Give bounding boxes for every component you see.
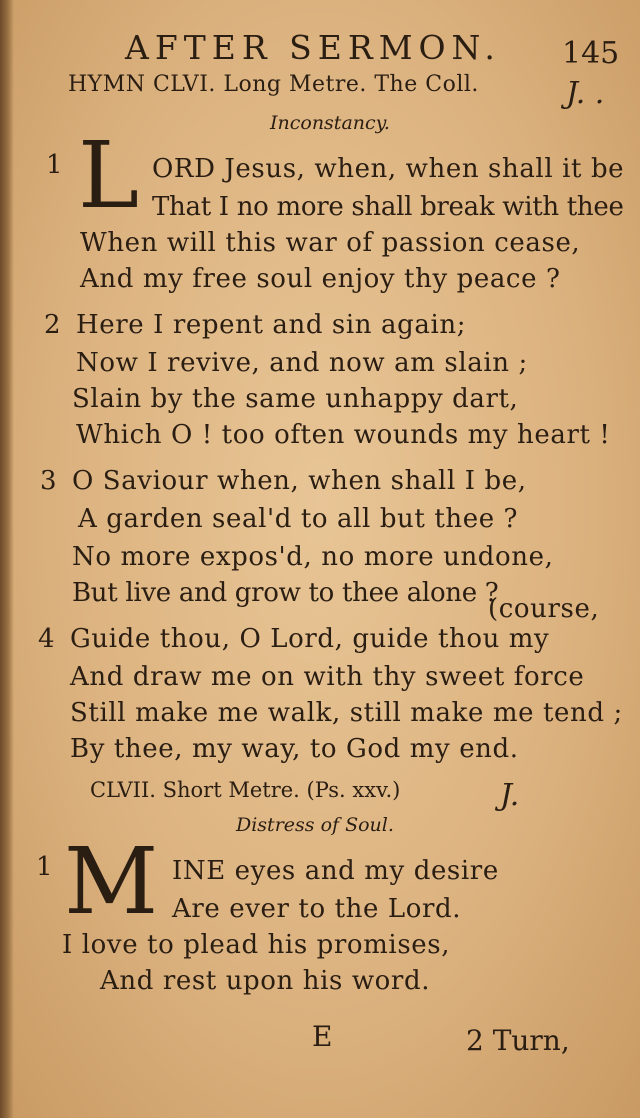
verse-line: Still make me walk, still make me tend ; (70, 698, 623, 728)
verse-number: 1 (36, 852, 53, 882)
verse-line: And draw me on with thy sweet force (70, 662, 585, 692)
verse-line: Guide thou, O Lord, guide thou my (70, 624, 550, 654)
hymn-156-mark: J. . (566, 76, 605, 111)
verse-line: Are ever to the Lord. (172, 894, 462, 924)
verse-line: Now I revive, and now am slain ; (76, 348, 528, 378)
catchword: 2 Turn, (466, 1024, 570, 1057)
verse-line: I love to plead his promises, (62, 930, 451, 960)
verse-line: O Saviour when, when shall I be, (72, 466, 527, 496)
verse-line: INE eyes and my desire (172, 856, 499, 886)
verse-number: 3 (40, 466, 57, 496)
verse-line: But live and grow to thee alone ? (72, 578, 499, 608)
verse-line: No more expos'd, no more undone, (72, 542, 554, 572)
verse-line: When will this war of passion cease, (80, 228, 581, 258)
verse-line: And my free soul enjoy thy peace ? (80, 264, 561, 294)
verse-line: By thee, my way, to God my end. (70, 734, 519, 764)
verse-line: That I no more shall break with thee (152, 192, 624, 222)
verse-number: 1 (46, 150, 63, 180)
verse-number: 4 (38, 624, 55, 654)
page-gutter (0, 0, 14, 1118)
dropcap-letter: M (64, 828, 159, 935)
verse-line: Here I repent and sin again; (76, 310, 467, 340)
verse-line: Which O ! too often wounds my heart ! (76, 420, 611, 450)
running-title: AFTER SERMON. (125, 28, 501, 67)
verse-line: Slain by the same unhappy dart, (72, 384, 519, 414)
turnover-word: (course, (488, 594, 600, 624)
dropcap-letter: L (78, 122, 140, 229)
verse-line: A garden seal'd to all but thee ? (78, 504, 519, 534)
hymn-156-header: HYMN CLVI. Long Metre. The Coll. (68, 72, 479, 97)
verse-number: 2 (44, 310, 61, 340)
signature-mark: E (312, 1020, 333, 1053)
verse-line: ORD Jesus, when, when shall it be (152, 154, 625, 184)
hymn-157-mark: J. (500, 778, 520, 813)
verse-line: And rest upon his word. (100, 966, 431, 996)
hymn-156-subject: Inconstancy. (270, 112, 390, 134)
page-number: 145 (562, 36, 620, 71)
hymn-157-subject: Distress of Soul. (236, 814, 394, 836)
hymn-157-header: CLVII. Short Metre. (Ps. xxv.) (90, 778, 401, 802)
